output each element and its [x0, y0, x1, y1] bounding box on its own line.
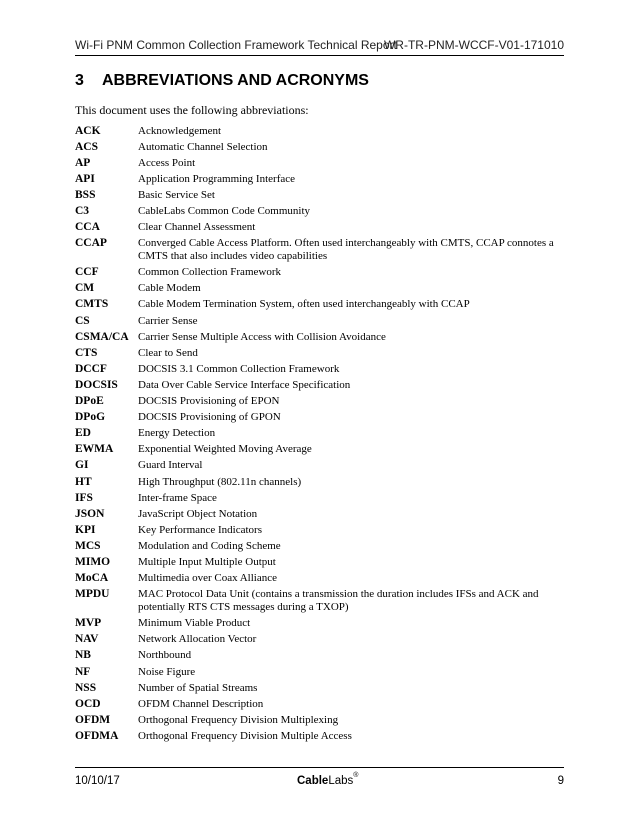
abbreviation-term: C3 — [75, 205, 90, 218]
abbreviation-row — [75, 394, 564, 410]
abbreviation-term: ACS — [75, 140, 99, 153]
abbreviation-definition: Carrier Sense — [138, 314, 198, 327]
header-divider — [75, 55, 564, 56]
abbreviation-row — [75, 538, 564, 554]
abbreviation-definition: Multimedia over Coax Alliance — [138, 572, 277, 585]
abbreviation-row — [75, 123, 564, 139]
section-heading — [75, 72, 369, 90]
abbreviation-term: ACK — [75, 124, 101, 137]
abbreviation-definition: Converged Cable Access Platform. Often used interchangeably with CMTS, CCAP connotes a CMTS that also includes video capabilities — [138, 237, 554, 263]
abbreviation-term: HT — [75, 475, 92, 488]
abbreviation-term: CM — [75, 282, 95, 295]
abbreviation-term: API — [75, 172, 95, 185]
abbreviation-definition: Basic Service Set — [138, 188, 215, 201]
intro-text: This document uses the following abbreviations: — [75, 103, 309, 117]
abbreviation-row — [75, 680, 564, 696]
abbreviation-definition: Guard Interval — [138, 459, 203, 472]
abbreviation-definition: Clear Channel Assessment — [138, 221, 256, 234]
abbreviation-definition: DOCSIS 3.1 Common Collection Framework — [138, 362, 340, 375]
abbreviation-row — [75, 616, 564, 632]
footer-date: 10/10/17 — [75, 775, 120, 787]
abbreviation-term: BSS — [75, 188, 96, 201]
abbreviation-row — [75, 571, 564, 587]
abbreviation-term: CCA — [75, 221, 100, 234]
cablelabs-logo: CableLabs® — [297, 772, 359, 787]
abbreviation-row — [75, 712, 564, 728]
abbreviation-definition: Exponential Weighted Moving Average — [138, 443, 312, 456]
abbreviation-definition: Common Collection Framework — [138, 266, 281, 279]
abbreviation-row — [75, 265, 564, 281]
abbreviation-row — [75, 377, 564, 393]
abbreviation-row — [75, 664, 564, 680]
abbreviation-term: CSMA/CA — [75, 330, 129, 343]
abbreviation-definition: MAC Protocol Data Unit (contains a transmission the duration includes IFSs and ACK and potentially RTS CTS messages during a TXOP) — [138, 588, 539, 614]
abbreviation-row — [75, 155, 564, 171]
abbreviation-definition: Modulation and Coding Scheme — [138, 539, 281, 552]
abbreviation-definition: Cable Modem Termination System, often used interchangeably with CCAP — [138, 298, 470, 311]
abbreviation-row — [75, 297, 564, 313]
abbreviation-definition: Noise Figure — [138, 665, 196, 678]
abbreviation-term: MoCA — [75, 572, 109, 585]
abbreviation-row — [75, 490, 564, 506]
abbreviation-row — [75, 554, 564, 570]
abbreviation-term: EWMA — [75, 443, 114, 456]
abbreviation-term: DOCSIS — [75, 378, 118, 391]
abbreviation-term: NAV — [75, 633, 99, 646]
abbreviation-list — [75, 123, 564, 744]
abbreviation-row — [75, 410, 564, 426]
abbreviation-definition: Orthogonal Frequency Division Multiplexing — [138, 713, 339, 726]
footer-divider — [75, 767, 564, 768]
abbreviation-term: OFDMA — [75, 729, 119, 742]
section-number: 3 — [75, 72, 84, 89]
page-header — [75, 38, 564, 56]
abbreviation-row — [75, 345, 564, 361]
abbreviation-row — [75, 236, 564, 265]
abbreviation-term: KPI — [75, 523, 96, 536]
abbreviation-row — [75, 361, 564, 377]
abbreviation-definition: Clear to Send — [138, 346, 198, 359]
abbreviation-row — [75, 648, 564, 664]
abbreviation-definition: Orthogonal Frequency Division Multiple Access — [138, 729, 352, 742]
abbreviation-term: MIMO — [75, 555, 111, 568]
abbreviation-row — [75, 696, 564, 712]
abbreviation-row — [75, 474, 564, 490]
abbreviation-term: CS — [75, 314, 90, 327]
abbreviation-row — [75, 506, 564, 522]
abbreviation-row — [75, 458, 564, 474]
page-footer — [75, 772, 564, 793]
abbreviation-row — [75, 728, 564, 744]
abbreviation-definition: Northbound — [138, 649, 192, 662]
abbreviation-definition: Carrier Sense Multiple Access with Collision Avoidance — [138, 330, 386, 343]
abbreviation-definition: Network Allocation Vector — [138, 633, 257, 646]
abbreviation-definition: CableLabs Common Code Community — [138, 205, 311, 218]
abbreviation-term: CCF — [75, 266, 99, 279]
abbreviation-definition: Inter-frame Space — [138, 491, 217, 504]
abbreviation-row — [75, 632, 564, 648]
abbreviation-row — [75, 587, 564, 616]
abbreviation-row — [75, 442, 564, 458]
abbreviation-definition: Automatic Channel Selection — [138, 140, 268, 153]
abbreviation-definition: Data Over Cable Service Interface Specification — [138, 378, 351, 391]
header-doc-id: WR-TR-PNM-WCCF-V01-171010 — [383, 38, 564, 52]
abbreviation-term: DPoG — [75, 411, 106, 424]
abbreviation-definition: Application Programming Interface — [138, 172, 296, 185]
abbreviation-term: GI — [75, 459, 89, 472]
abbreviation-term: OFDM — [75, 713, 111, 726]
abbreviation-term: DPoE — [75, 395, 104, 408]
abbreviation-term: CMTS — [75, 298, 109, 311]
abbreviation-definition: OFDM Channel Description — [138, 697, 264, 710]
abbreviation-definition: Multiple Input Multiple Output — [138, 555, 276, 568]
abbreviation-term: CCAP — [75, 237, 107, 250]
abbreviation-row — [75, 313, 564, 329]
abbreviation-row — [75, 220, 564, 236]
abbreviation-row — [75, 187, 564, 203]
abbreviation-term: ED — [75, 427, 91, 440]
abbreviation-row — [75, 203, 564, 219]
abbreviation-definition: DOCSIS Provisioning of GPON — [138, 411, 281, 424]
abbreviation-term: NF — [75, 665, 91, 678]
abbreviation-definition: Key Performance Indicators — [138, 523, 263, 536]
abbreviation-definition: DOCSIS Provisioning of EPON — [138, 395, 280, 408]
abbreviation-row — [75, 281, 564, 297]
abbreviation-term: NB — [75, 649, 91, 662]
abbreviation-term: JSON — [75, 507, 105, 520]
abbreviation-term: NSS — [75, 681, 97, 694]
section-title: ABBREVIATIONS AND ACRONYMS — [102, 72, 369, 89]
abbreviation-row — [75, 426, 564, 442]
abbreviation-definition: Energy Detection — [138, 427, 216, 440]
abbreviation-definition: Acknowledgement — [138, 124, 222, 137]
abbreviation-term: DCCF — [75, 362, 107, 375]
abbreviation-definition: JavaScript Object Notation — [138, 507, 258, 520]
abbreviation-definition: High Throughput (802.11n channels) — [138, 475, 302, 488]
header-title: Wi-Fi PNM Common Collection Framework Technical Report — [75, 38, 397, 52]
abbreviation-term: MPDU — [75, 588, 110, 601]
abbreviation-term: AP — [75, 156, 91, 169]
abbreviation-term: OCD — [75, 697, 101, 710]
abbreviation-row — [75, 329, 564, 345]
abbreviation-definition: Access Point — [138, 156, 196, 169]
abbreviation-definition: Number of Spatial Streams — [138, 681, 258, 694]
abbreviation-term: MCS — [75, 539, 101, 552]
abbreviation-term: IFS — [75, 491, 93, 504]
abbreviation-term: MVP — [75, 617, 102, 630]
abbreviation-row — [75, 522, 564, 538]
abbreviation-term: CTS — [75, 346, 98, 359]
abbreviation-definition: Minimum Viable Product — [138, 617, 251, 630]
abbreviation-definition: Cable Modem — [138, 282, 201, 295]
abbreviation-row — [75, 139, 564, 155]
page-number: 9 — [557, 775, 564, 787]
abbreviation-row — [75, 171, 564, 187]
